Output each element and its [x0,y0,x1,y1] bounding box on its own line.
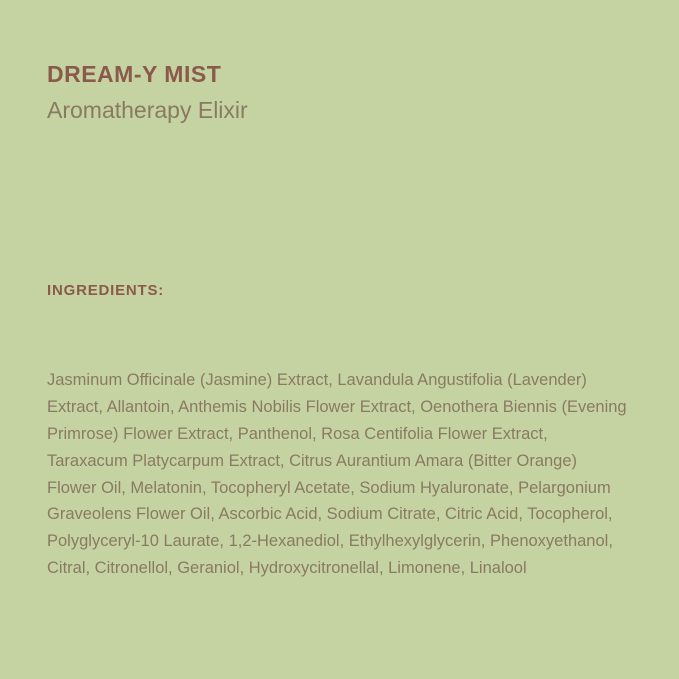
page-title: DREAM-Y MIST [47,61,222,87]
product-subtitle: Aromatherapy Elixir [47,97,248,124]
ingredients-heading: INGREDIENTS: [47,282,165,299]
ingredients-list-text: Jasminum Officinale (Jasmine) Extract, Lavandula Angustifolia (Lavender) Extract, Allantoin, Anthemis Nobilis Flower Extract, Oenothera Biennis (Evening Primrose) Flower Extract, Panthenol, Rosa Centifolia Flower Extract, Taraxacum Platycarpum Extract, Citrus Aurantium Amara (Bitter Orange) Flower Oil, Melatonin, Tocopheryl Acetate, Sodium Hyaluronate, Pelargonium Graveolens Flower Oil, Ascorbic Acid, Sodium Citrate, Citric Acid, Tocopherol, Polyglyceryl-10 Laurate, 1,2-Hexanediol, Ethylhexylglycerin, Phenoxyethanol, Citral, Citronellol, Geraniol, Hydroxycitronellal, Limonene, Linalool [47,371,627,578]
